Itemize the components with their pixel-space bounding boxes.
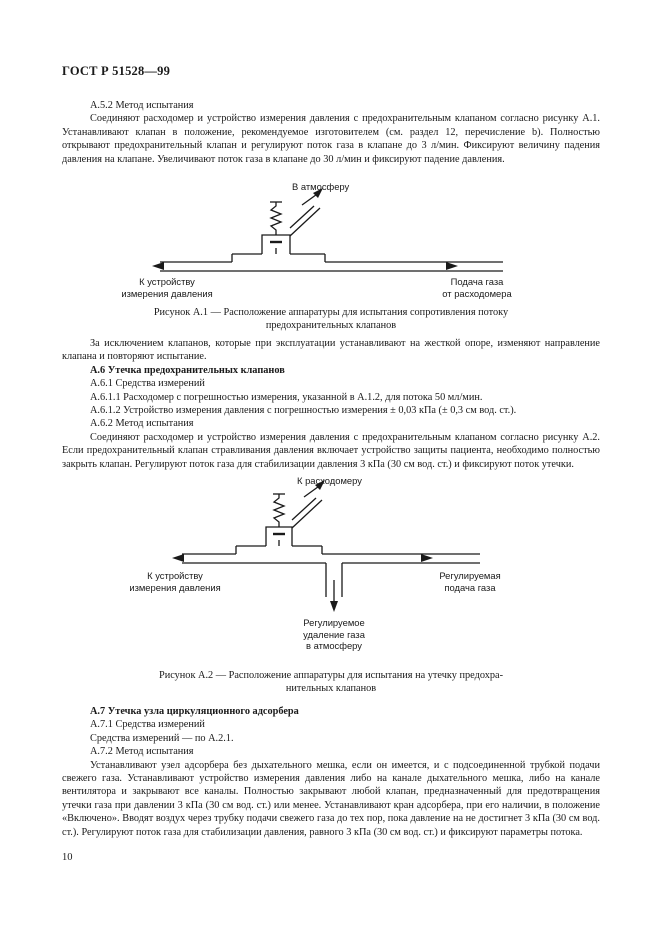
figure-a2-label-bottom: Регулируемое удаление газа в атмосферу [303,617,365,651]
heading-a72: А.7.2 Метод испытания [90,746,194,758]
section-a7 [62,705,600,839]
heading-a7: А.7 Утечка узла циркуляционного адсорбера [90,706,299,717]
item-a611: А.6.1.1 Расходомер с погрешностью измерения, указанной в А.1.2, для потока 50 мл/мин. [90,391,483,403]
heading-a71: А.7.1 Средства измерений [90,719,205,731]
heading-a61: А.6.1 Средства измерений [90,378,205,390]
figure-a1-label-left: К устройству измерения давления [121,276,213,299]
paragraph-a62: Соединяют расходомер и устройство измерения давления с предохранительным клапаном согласно рисунку А.2. Если предохранительный клапан стравливания давления включает устройство защиты пациента, необходимо полностью закрыть клапан. Регулируют поток газа для стабилизации давления 3 кПа (30 см вод. ст.) и фиксируют поток утечки. [62,431,600,470]
item-a612: А.6.1.2 Устройство измерения давления с погрешностью измерения ± 0,03 кПа (± 0,3 см вод. ст.). [90,405,517,417]
figure-a2-label-left: К устройству измерения давления [129,570,221,593]
figure-a1-label-right: Подача газа от расходомера [442,276,512,299]
item-a71-means: Средства измерений — по А.2.1. [90,732,234,744]
heading-a52: А.5.2 Метод испытания [90,100,194,111]
heading-a62: А.6.2 Метод испытания [90,418,194,430]
figure-a1-caption: Рисунок А.1 — Расположение аппаратуры для испытания сопротивления потоку предохранительных клапанов [153,307,509,332]
figure-a2-label-top: К расходомеру [297,475,362,486]
paragraph-reverse-test: За исключением клапанов, которые при эксплуатации устанавливают на жесткой опоре, изменяют направление клапана и повторяют испытание. [62,338,600,363]
page-number: 10 [62,852,73,863]
paragraph-a52: Соединяют расходомер и устройство измерения давления с предохранительным клапаном согласно рисунку А.1. Устанавливают клапан в положение, рекомендуемое изготовителем (см. раздел 12, перечисление b). Полностью открывают предохранительный клапан и регулируют поток газа в клапане до 3 л/мин. Фиксируют величину падения давления на клапане. Увеличивают поток газа в клапане до 30 л/мин и фиксируют падение давления. [62,113,600,165]
figure-a2-label-right: Регулируемая подача газа [439,570,501,593]
figure-a2-caption: Рисунок А.2 — Расположение аппаратуры для испытания на утечку предохра- нительных клапанов [158,670,504,695]
figure-a1-label-top: В атмосферу [292,181,350,192]
paragraph-a72: Устанавливают узел адсорбера без дыхательного мешка, если он имеется, и с подсоединенной трубкой подачи свежего газа. Устанавливают устройство измерения давления либо на канале дыхательного мешка, либо на канале вентилятора и закрывают все каналы. Полностью закрывают любой клапан, предназначенный для предотвращения утечки газа при давлении 3 кПа (30 см вод. ст.) или менее. Устанавливают кран адсорбера, при его наличии, в положение «Включено». Вводят воздух через трубку подачи свежего газа до тех пор, пока давление на не достигнет 3 кПа (30 см вод. ст.). Регулируют поток газа для стабилизации давления, равного 3 кПа (30 см вод. ст.) и фиксируют параметры потока. [62,759,600,838]
heading-a6: А.6 Утечка предохранительных клапанов [90,364,285,376]
document-header: ГОСТ Р 51528—99 [62,64,171,78]
